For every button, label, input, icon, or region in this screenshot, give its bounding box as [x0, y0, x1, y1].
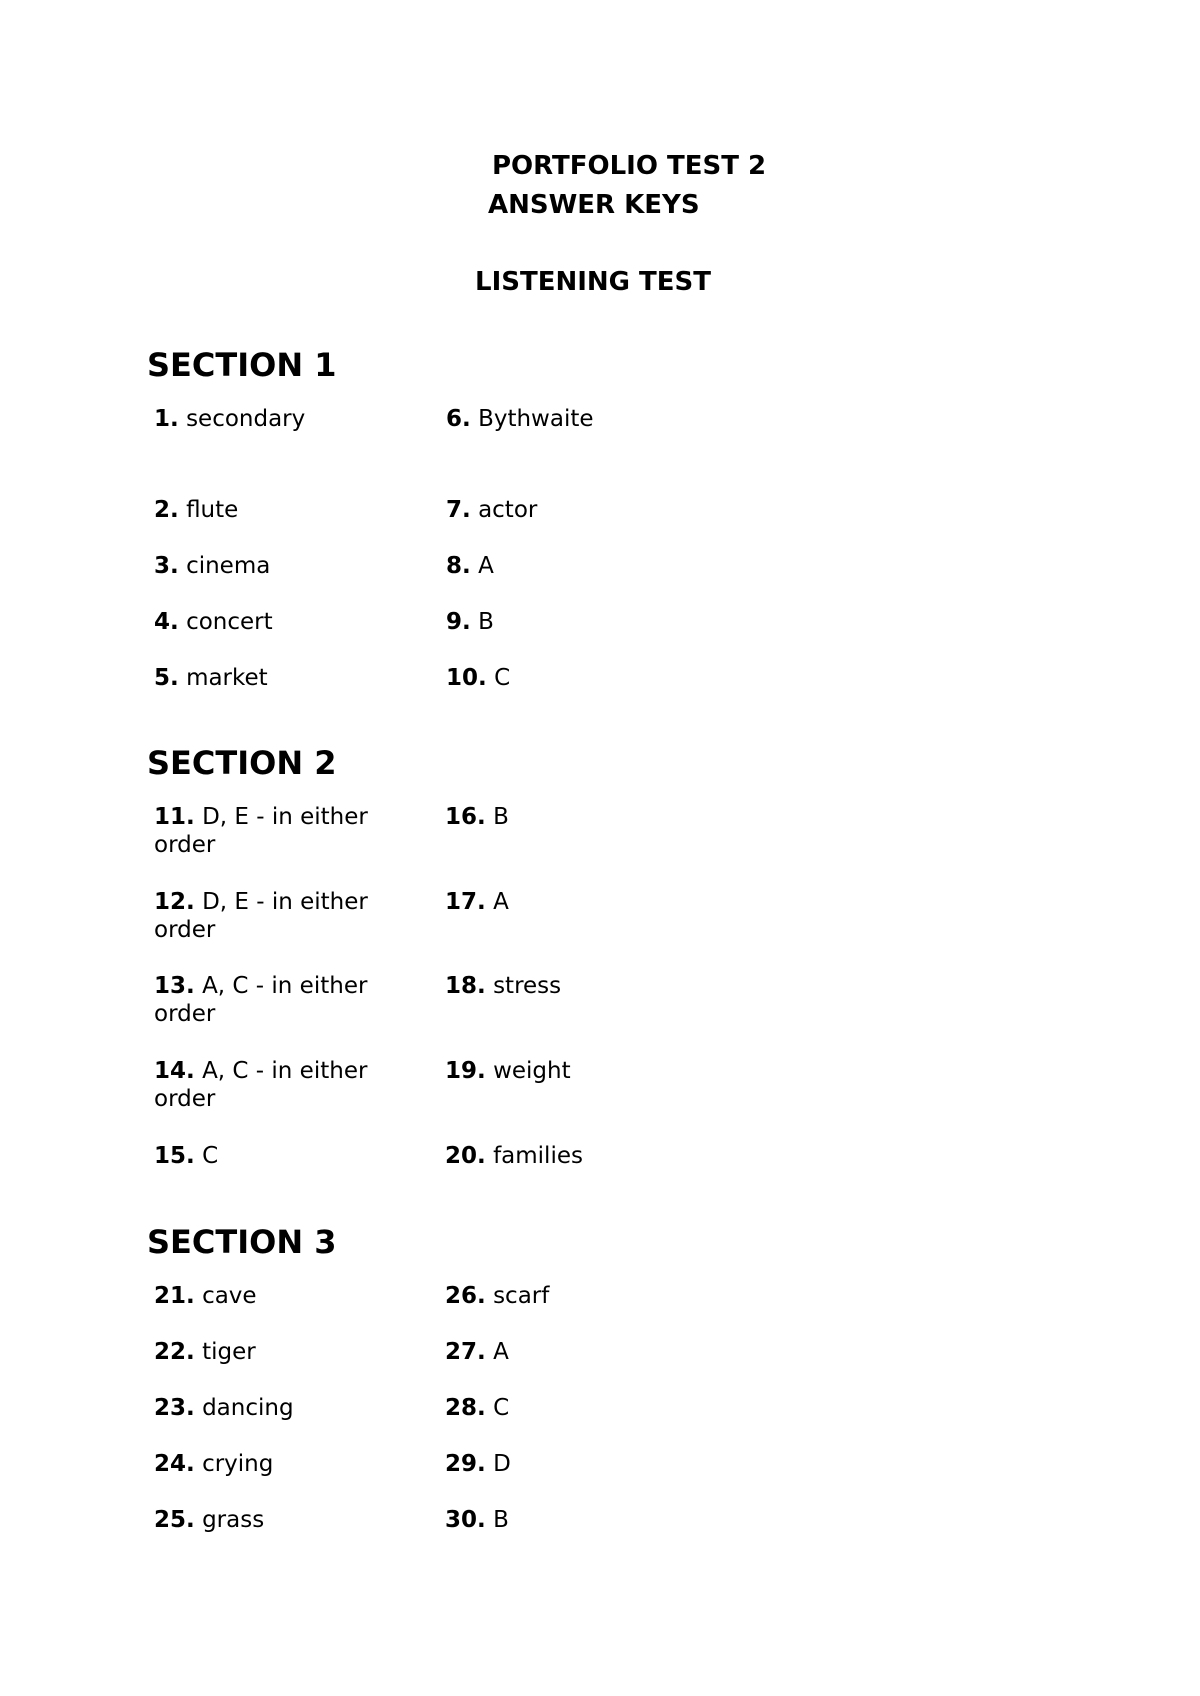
answer-item: 29. D	[445, 1451, 511, 1477]
answer-item: 5. market	[154, 665, 268, 691]
answer-item: 22. tiger	[154, 1339, 256, 1365]
answer-item: 23. dancing	[154, 1395, 294, 1421]
answer-item: 3. cinema	[154, 553, 271, 579]
answer-item: 14. A, C - in either order	[154, 1058, 368, 1112]
document-title: PORTFOLIO TEST 2	[492, 151, 767, 181]
answer-item: 20. families	[445, 1143, 583, 1169]
answer-item: 7. actor	[446, 497, 538, 523]
answer-item: 18. stress	[445, 973, 562, 999]
answer-item: 11. D, E - in either order	[154, 804, 368, 858]
test-type-heading: LISTENING TEST	[475, 267, 712, 297]
answer-item: 16. B	[445, 804, 509, 830]
answer-item: 12. D, E - in either order	[154, 889, 368, 943]
answer-item: 25. grass	[154, 1507, 265, 1533]
document-subtitle-answer-keys: ANSWER KEYS	[488, 190, 700, 220]
answer-item: 17. A	[445, 889, 509, 915]
answer-item: 6. Bythwaite	[446, 406, 594, 432]
answer-item: 19. weight	[445, 1058, 571, 1084]
answer-item: 24. crying	[154, 1451, 274, 1477]
answer-item: 15. C	[154, 1143, 219, 1169]
section-1-heading: SECTION 1	[147, 346, 337, 384]
answer-item: 2. flute	[154, 497, 239, 523]
answer-item: 9. B	[446, 609, 494, 635]
section-2-heading: SECTION 2	[147, 744, 337, 782]
answer-item: 10. C	[446, 665, 511, 691]
answer-item: 26. scarf	[445, 1283, 550, 1309]
answer-item: 21. cave	[154, 1283, 257, 1309]
answer-item: 27. A	[445, 1339, 509, 1365]
answer-item: 4. concert	[154, 609, 273, 635]
section-3-heading: SECTION 3	[147, 1223, 337, 1261]
answer-item: 8. A	[446, 553, 494, 579]
answer-item: 1. secondary	[154, 406, 306, 432]
answer-item: 30. B	[445, 1507, 509, 1533]
answer-item: 28. C	[445, 1395, 510, 1421]
answer-item: 13. A, C - in either order	[154, 973, 368, 1027]
